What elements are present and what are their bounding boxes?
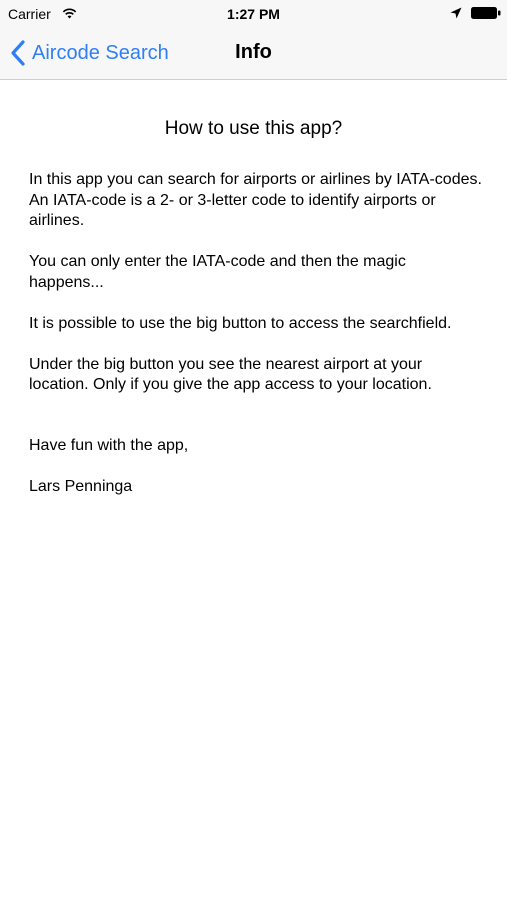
page-title: Info xyxy=(235,41,272,63)
carrier-label: Carrier xyxy=(8,6,51,22)
back-chevron-icon xyxy=(10,40,26,66)
author-signature: Lars Penninga xyxy=(29,477,133,495)
status-bar xyxy=(0,0,507,28)
paragraph-nearest-airport: Under the big button you see the nearest airport at your location. Only if you give the app access to your location. xyxy=(29,355,432,393)
content-heading: How to use this app? xyxy=(164,118,343,139)
battery-icon xyxy=(470,6,502,20)
paragraph-enter-code: You can only enter the IATA-code and then the magic happens... xyxy=(29,253,406,291)
status-time: 1:27 PM xyxy=(227,6,280,22)
info-content xyxy=(29,116,484,518)
back-button-label: Aircode Search xyxy=(32,42,169,64)
location-arrow-icon xyxy=(450,7,462,19)
paragraph-big-button: It is possible to use the big button to access the searchfield. xyxy=(29,314,452,332)
back-button[interactable] xyxy=(10,38,169,68)
navigation-bar xyxy=(0,28,507,80)
paragraph-have-fun: Have fun with the app, xyxy=(29,436,189,454)
paragraph-search-intro: In this app you can search for airports or airlines by IATA-codes. An IATA-code is a 2- or 3-letter code to identify airports or airlines. xyxy=(29,171,482,229)
